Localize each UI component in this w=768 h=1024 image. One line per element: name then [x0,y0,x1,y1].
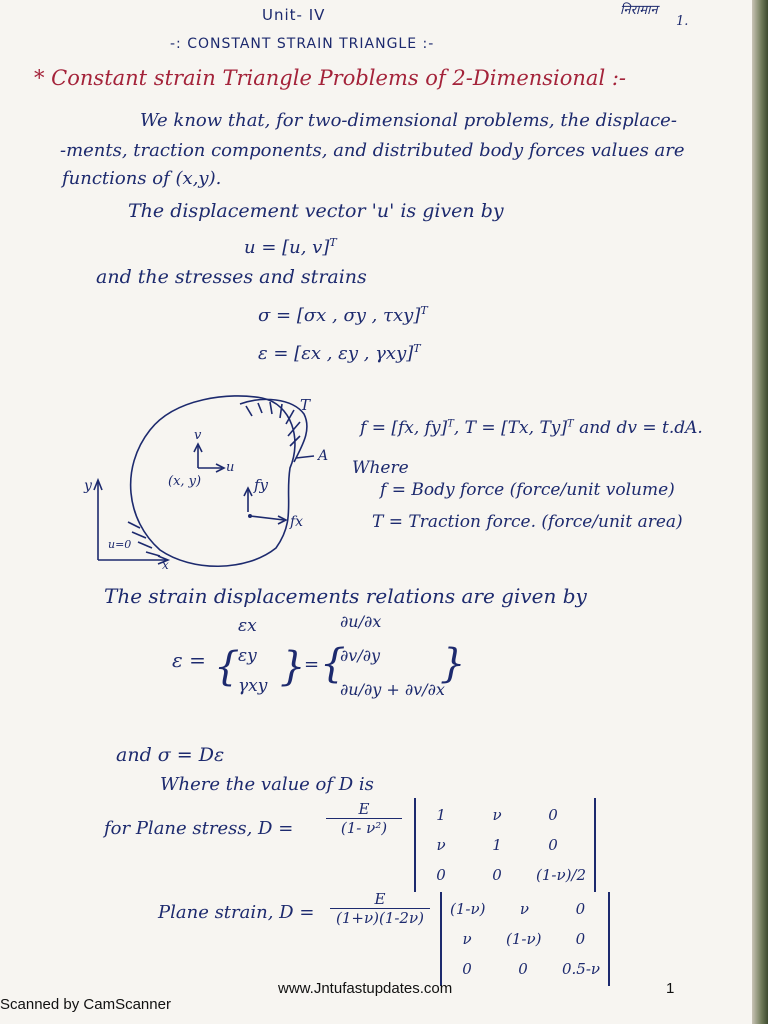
plane-strain-matrix [440,892,610,986]
strain-derivatives [340,612,445,714]
matrix-cell: 0 [436,866,446,884]
matrix-cell: 0 [575,930,586,948]
strain-vector-right-brace: } [280,644,306,690]
paragraph-line-3: functions of (x,y). [62,168,222,189]
traction-force-definition: T = Traction force. (force/unit area) [372,512,683,532]
y-axis-label: y [84,478,92,494]
page-title: -: CONSTANT STRAIN TRIANGLE :- [170,36,435,52]
matrix-cell: (1-ν) [450,900,486,918]
volume-element: and dv = t.dA. [579,418,703,438]
strain-vector [238,616,267,706]
matrix-row [450,894,600,924]
stress-strain-sentence: and the stresses and strains [96,266,367,288]
rhs-left-brace: { [320,641,346,687]
matrix-cell: 1 [492,836,502,854]
matrix-cell: 0 [548,806,558,824]
transpose-sup: T [567,418,574,430]
point-a-label: A [318,448,329,464]
plane-stress-fraction [326,800,402,837]
point-marker [248,514,252,518]
derivative-term: ∂u/∂x [340,612,382,631]
matrix-cell: 1 [436,806,446,824]
fy-label: fy [254,476,269,494]
transpose-sup: T [329,236,337,249]
fraction-denominator: (1- ν²) [340,819,388,837]
fraction-numerator: E [330,890,430,909]
strain-component: γxy [238,676,268,696]
matrix-row [424,800,586,830]
page-ref-stamp: निरामान [620,3,658,18]
matrix-cell: 0 [575,900,586,918]
matrix-row [450,924,600,954]
strain-lhs: ε = [172,648,206,672]
plane-stress-matrix [414,798,596,892]
strain-component: εx [238,616,257,636]
matrix-cell: 0.5-ν [562,960,601,978]
strain-vector-text: ε = [εx , εy , γxy] [258,343,414,364]
matrix-cell: ν [519,900,529,918]
strain-relations-intro: The strain displacements relations are given by [104,584,587,608]
d-matrix-intro: Where the value of D is [160,774,374,795]
plane-strain-fraction [330,890,430,927]
matrix-row [450,954,600,984]
page-ref-number: 1. [676,14,689,29]
body-force-definition: f = Body force (force/unit volume) [380,480,675,500]
derivative-term: ∂u/∂y + ∂v/∂x [340,680,445,699]
unit-heading: Unit- IV [262,6,326,24]
matrix-cell: 0 [548,836,558,854]
matrix-row [424,860,586,890]
stress-vector-text: σ = [σx , σy , τxy] [258,305,421,326]
matrix-cell: 0 [492,866,502,884]
displacement-equation-text: u = [u, v] [244,237,330,258]
where-label: Where [352,458,409,478]
page-edge-shadow [752,0,768,1024]
matrix-cell: (1-ν) [506,930,542,948]
body-outline [131,396,295,566]
traction-curve [240,399,307,462]
support-label: u=0 [108,538,132,551]
matrix-cell: ν [436,836,446,854]
plane-stress-label: for Plane stress, D = [104,818,294,839]
transpose-sup: T [447,418,454,430]
derivative-term: ∂v/∂y [340,646,381,665]
traction-vector: , T = [Tx, Ty] [453,418,568,438]
fraction-numerator: E [326,800,402,819]
x-axis-label: x [162,558,169,572]
matrix-row [424,830,586,860]
matrix-cell: (1-ν)/2 [536,866,587,884]
transpose-sup: T [420,304,428,317]
strain-vector-left-brace: { [214,644,240,690]
strain-component: εy [238,646,257,666]
v-label: v [194,428,202,443]
force-definition-equation [360,418,703,438]
website-footer: www.Jntufastupdates.com [278,980,453,997]
body-force-vector: f = [fx, fy] [360,418,448,438]
matrix-cell: 0 [518,960,528,978]
matrix-cell: ν [492,806,502,824]
u-label: u [226,460,235,475]
scanner-watermark: Scanned by CamScanner [0,996,171,1013]
xy-label: (x, y) [168,474,202,489]
paragraph-line-1: We know that, for two-dimensional problems, the displace- [140,110,677,131]
stress-relation: and σ = Dε [116,744,225,766]
rhs-right-brace: } [440,641,466,687]
transpose-sup: T [413,342,421,355]
section-heading: * Constant strain Triangle Problems of 2-Dimensional :- [34,66,627,90]
matrix-cell: ν [462,930,472,948]
traction-label: T [300,396,311,414]
displacement-sentence: The displacement vector 'u' is given by [128,200,504,222]
page-number: 1 [666,980,675,997]
fx-label: fx [290,514,304,530]
matrix-cell: 0 [462,960,472,978]
fraction-denominator: (1+ν)(1-2ν) [336,909,424,927]
plane-strain-label: Plane strain, D = [158,902,315,923]
equals-sign: = [304,654,320,675]
paragraph-line-2: -ments, traction components, and distributed body forces values are [60,140,685,161]
